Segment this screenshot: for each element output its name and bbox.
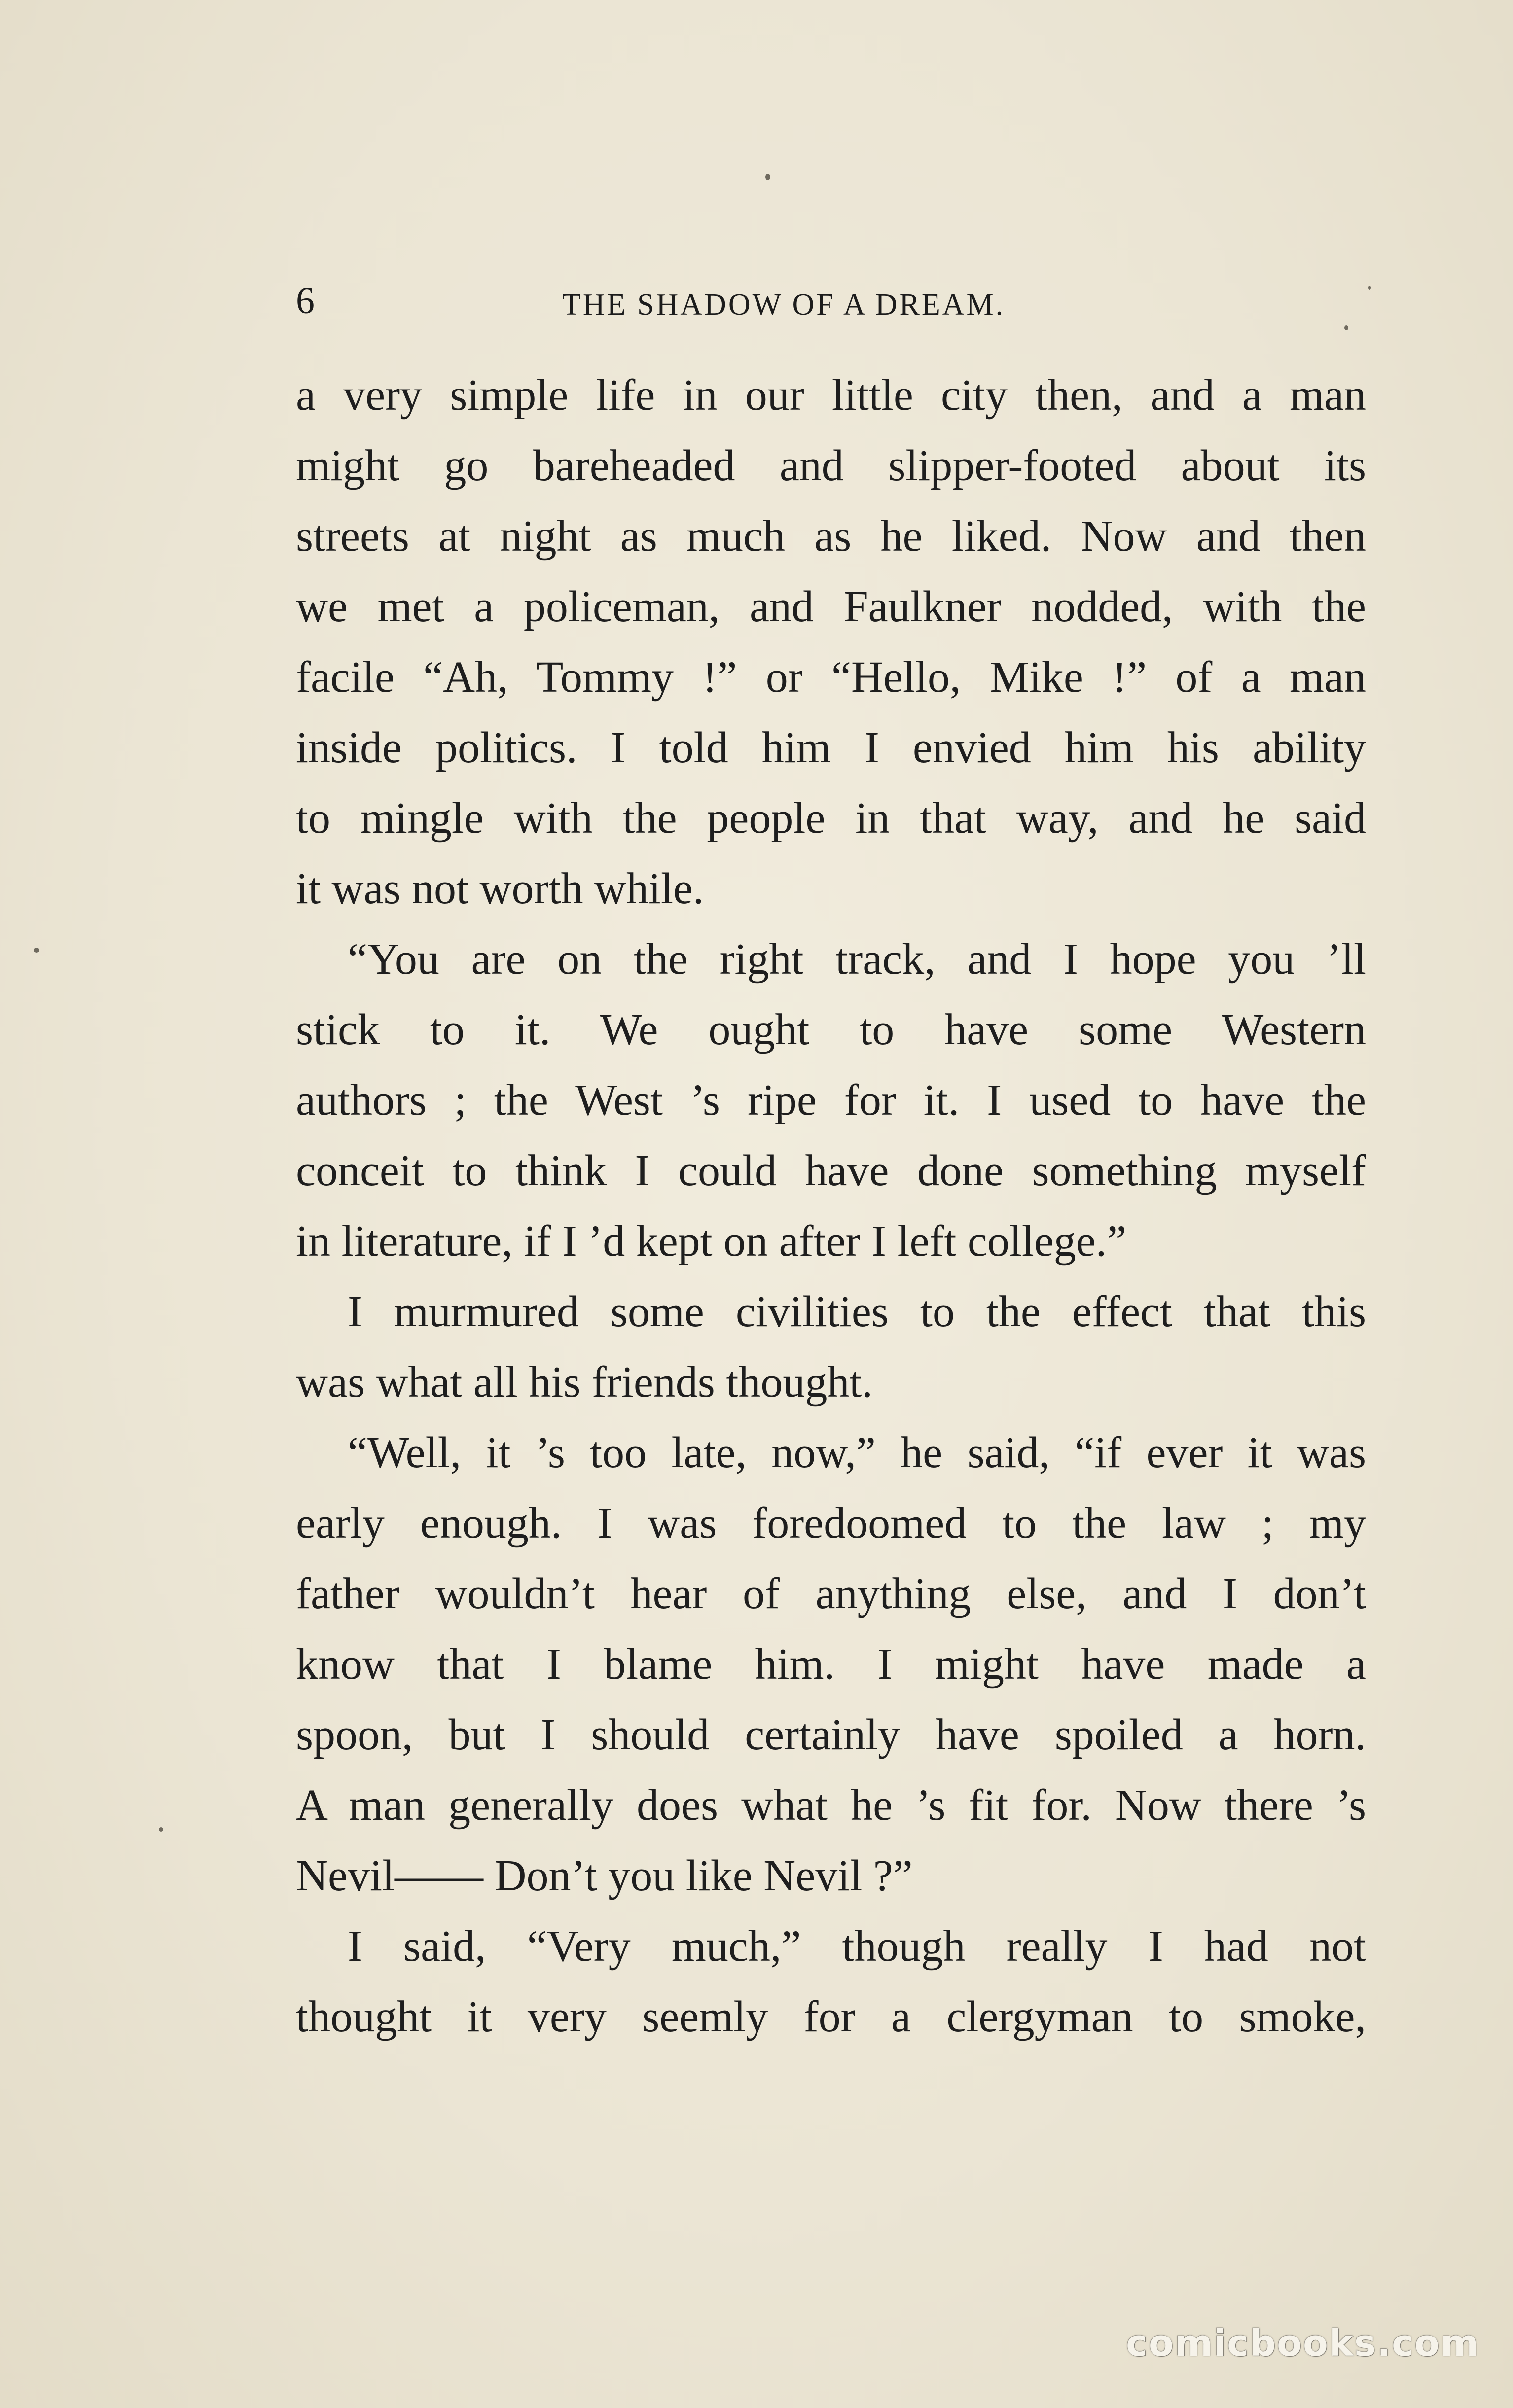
text-line: conceit to think I could have done something myself xyxy=(296,1146,1366,1195)
paper-speck xyxy=(159,1827,163,1832)
text-line: A man generally does what he ’s fit for. Now there ’s xyxy=(296,1781,1366,1830)
text-line: might go bareheaded and slipper-footed about its xyxy=(296,441,1366,490)
text-line: spoon, but I should certainly have spoiled a horn. xyxy=(296,1710,1366,1759)
text-line: know that I blame him. I might have made a xyxy=(296,1640,1366,1689)
text-line: “Well, it ’s too late, now,” he said, “if ever it was xyxy=(348,1428,1366,1477)
body-text xyxy=(296,360,1366,2052)
text-line: we met a policeman, and Faulkner nodded, with the xyxy=(296,582,1366,631)
page-header xyxy=(296,276,1371,325)
text-line: stick to it. We ought to have some Western xyxy=(296,1005,1366,1054)
text-line: to mingle with the people in that way, and he said xyxy=(296,794,1366,843)
text-line: inside politics. I told him I envied him his ability xyxy=(296,723,1366,772)
text-line: a very simple life in our little city then, and a man xyxy=(296,371,1366,420)
watermark: comicbooks.com xyxy=(1126,2322,1479,2365)
paper-speck xyxy=(1368,286,1371,290)
text-line: Nevil—— Don’t you like Nevil ?” xyxy=(296,1851,913,1900)
text-line: thought it very seemly for a clergyman to smoke, xyxy=(296,1992,1366,2041)
text-line: streets at night as much as he liked. Now and then xyxy=(296,512,1366,561)
page-number: 6 xyxy=(296,280,315,321)
text-line: was what all his friends thought. xyxy=(296,1358,873,1407)
text-line: I murmured some civilities to the effect that this xyxy=(348,1287,1366,1336)
text-line: authors ; the West ’s ripe for it. I used to have the xyxy=(296,1076,1366,1125)
paper-speck xyxy=(765,174,770,180)
text-line: facile “Ah, Tommy !” or “Hello, Mike !” of a man xyxy=(296,653,1366,702)
running-title: THE SHADOW OF A DREAM. xyxy=(562,288,1006,321)
text-line: early enough. I was foredoomed to the law ; my xyxy=(296,1499,1366,1548)
text-line: “You are on the right track, and I hope you ’ll xyxy=(348,935,1366,984)
text-line: in literature, if I ’d kept on after I left college.” xyxy=(296,1217,1127,1266)
text-line: father wouldn’t hear of anything else, and I don’t xyxy=(296,1569,1366,1618)
paper-speck xyxy=(34,948,39,953)
text-line: I said, “Very much,” though really I had not xyxy=(348,1922,1366,1971)
text-line: it was not worth while. xyxy=(296,864,704,913)
paper-speck xyxy=(1344,325,1348,330)
